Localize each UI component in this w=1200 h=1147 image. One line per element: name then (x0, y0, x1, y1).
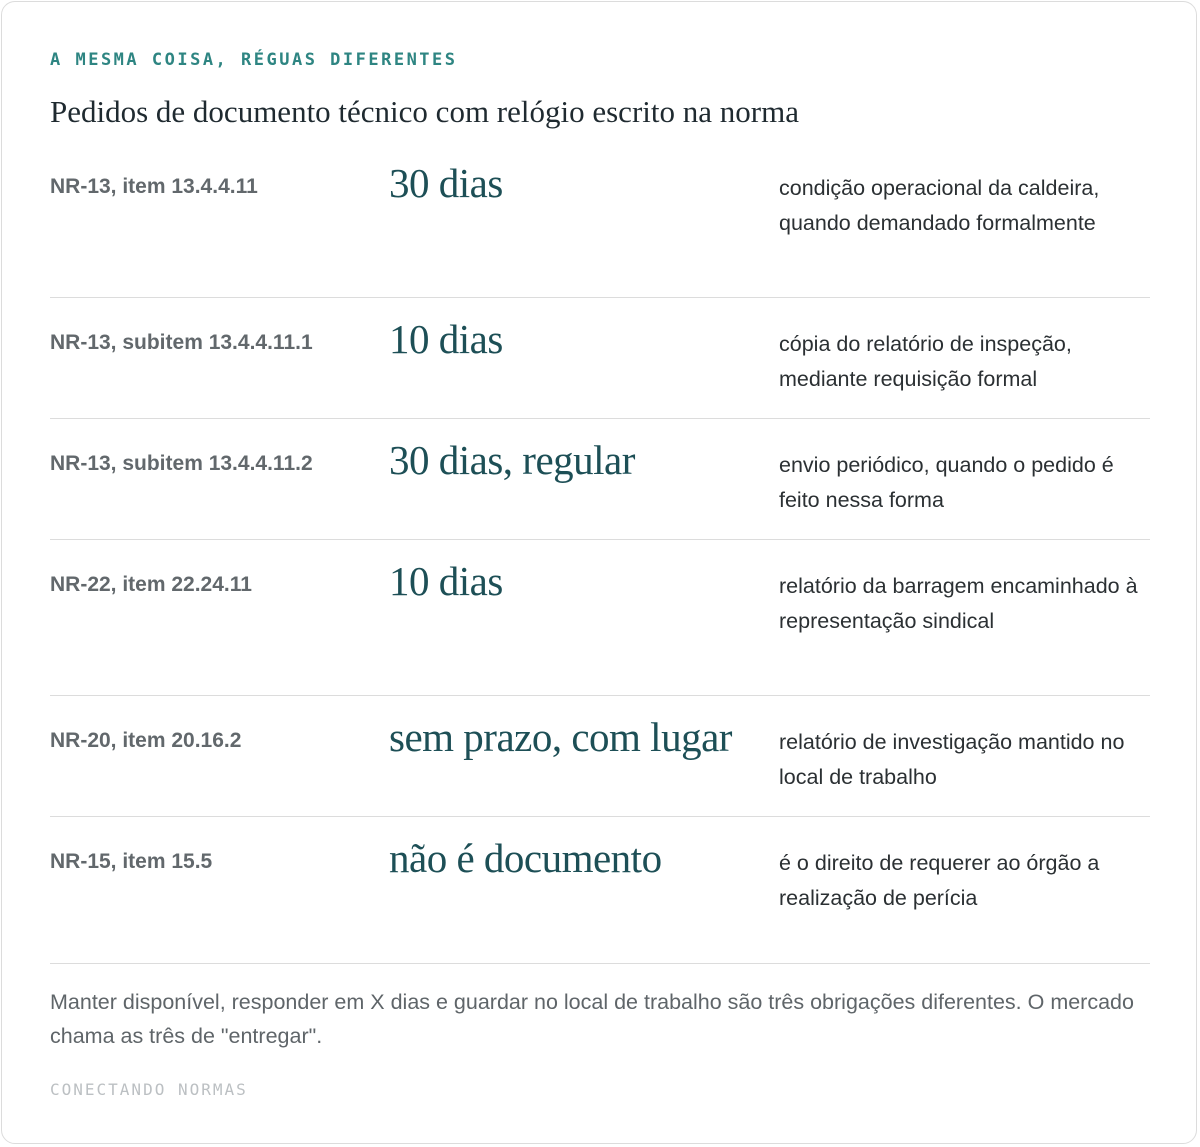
row-description: cópia do relatório de inspeção, mediante requisição formal (779, 332, 1072, 391)
deadline-term: 30 dias (389, 160, 503, 206)
deadline-term: sem prazo, com lugar (389, 714, 732, 760)
norm-reference: NR-22, item 22.24.11 (50, 573, 252, 596)
footer-divider (50, 963, 1150, 964)
row-description: é o direito de requerer ao órgão a realização de perícia (779, 851, 1100, 910)
table-row (50, 155, 1150, 298)
footer-note: Manter disponível, responder em X dias e guardar no local de trabalho são três obrigações diferentes. O mercado chama as três de "entregar". (50, 990, 1134, 1048)
row-description: condição operacional da caldeira, quando demandado formalmente (779, 176, 1100, 235)
norm-reference: NR-20, item 20.16.2 (50, 729, 242, 752)
table-row (50, 540, 1150, 696)
row-description: envio periódico, quando o pedido é feito nessa forma (779, 453, 1114, 512)
table-row (50, 419, 1150, 540)
norm-reference: NR-13, subitem 13.4.4.11.1 (50, 331, 313, 354)
row-description: relatório da barragem encaminhado à representação sindical (779, 574, 1138, 633)
deadline-term: não é documento (389, 835, 662, 881)
norm-reference: NR-15, item 15.5 (50, 850, 213, 873)
table-row (50, 817, 1150, 963)
brand-label: CONECTANDO NORMAS (50, 1080, 248, 1099)
eyebrow: A MESMA COISA, RÉGUAS DIFERENTES (50, 50, 458, 70)
page-title: Pedidos de documento técnico com relógio escrito na norma (50, 94, 799, 129)
deadline-term: 10 dias (389, 558, 503, 604)
table-row (50, 696, 1150, 817)
rule-table (50, 155, 1150, 963)
deadline-term: 30 dias, regular (389, 437, 635, 483)
deadline-term: 10 dias (389, 316, 503, 362)
norm-reference: NR-13, subitem 13.4.4.11.2 (50, 452, 313, 475)
norm-reference: NR-13, item 13.4.4.11 (50, 175, 258, 198)
table-row (50, 298, 1150, 419)
row-description: relatório de investigação mantido no local de trabalho (779, 730, 1125, 789)
